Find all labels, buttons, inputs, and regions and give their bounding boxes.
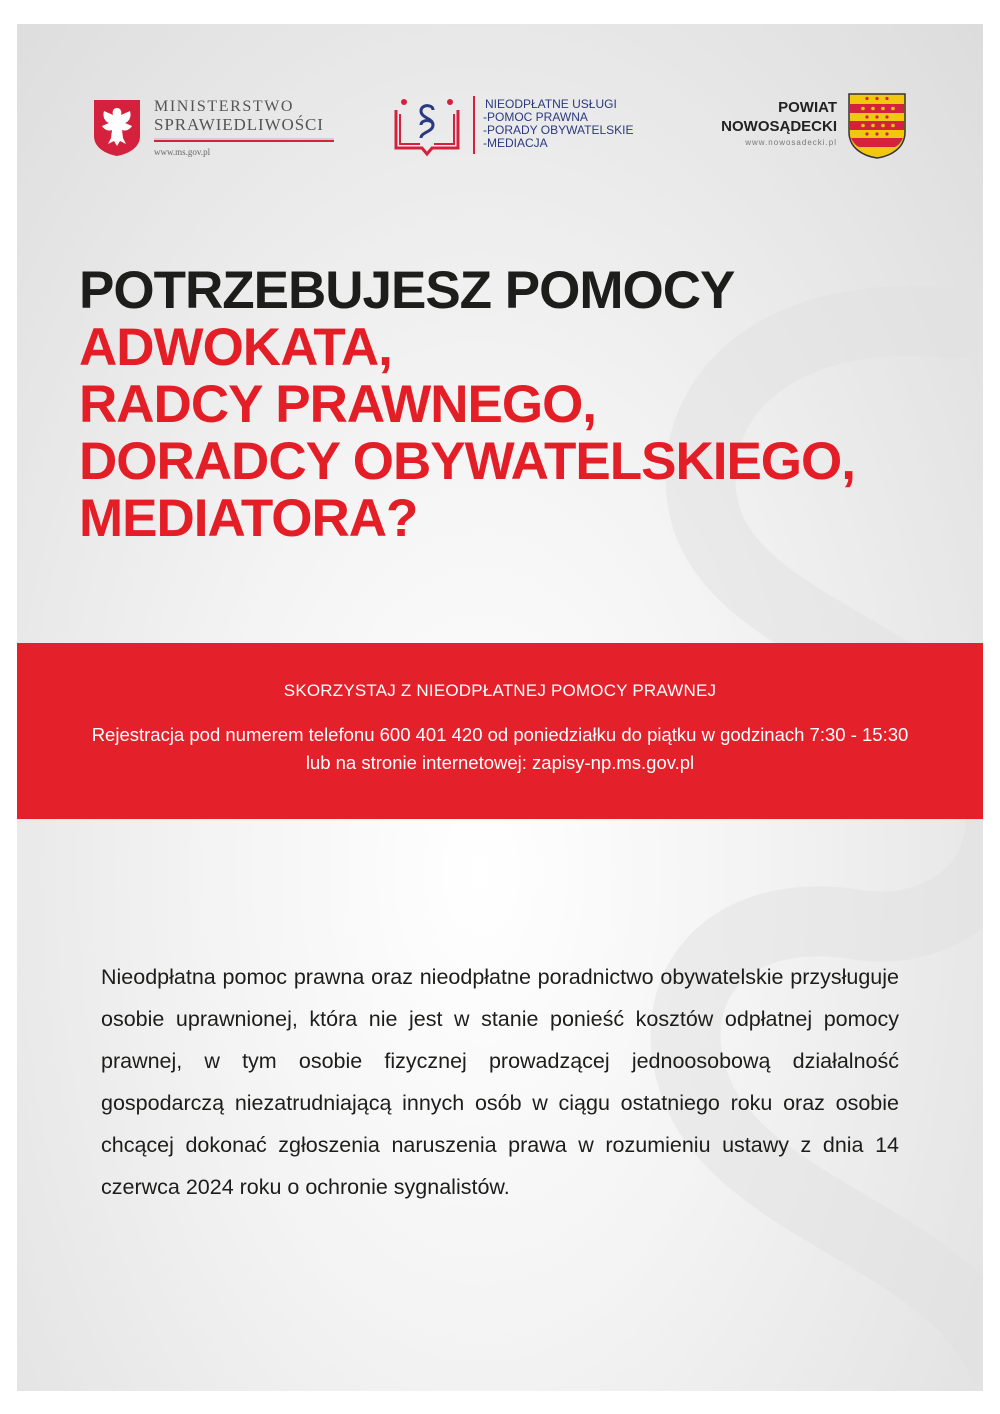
ministry-name-line2: SPRAWIEDLIWOŚCI bbox=[154, 115, 324, 134]
polish-eagle-emblem-icon bbox=[92, 98, 142, 156]
band-title: SKORZYSTAJ Z NIEODPŁATNEJ POMOCY PRAWNEJ bbox=[283, 681, 717, 700]
registration-band bbox=[17, 643, 983, 819]
program-logo-divider bbox=[473, 96, 475, 154]
program-logo bbox=[392, 94, 682, 160]
county-coat-of-arms-icon bbox=[847, 92, 907, 160]
headline-civic-advisor: DORADCY OBYWATELSKIEGO, bbox=[79, 432, 855, 491]
county-url: www.nowosadecki.pl bbox=[745, 138, 837, 147]
county-name bbox=[721, 98, 837, 150]
eligibility-paragraph: Nieodpłatna pomoc prawna oraz nieodpłatne poradnictwo obywatelskie przysługuje osobie uprawnionej, która nie jest w stanie ponieść kosztów odpłatnej pomocy prawnej, w tym osobie fizycznej prowadzącej jednoosobową działalność gospodarczą niezatrudniającą innych osób w ciągu ostatniego roku oraz osobie chcącej dokonać zgłoszenia naruszenia prawa w rozumieniu ustawy z dnia 14 czerwca 2024 roku o ochronie sygnalistów. bbox=[101, 965, 899, 1199]
headline-line1: POTRZEBUJESZ POMOCY bbox=[79, 261, 735, 320]
paragraph-book-icon bbox=[392, 94, 462, 158]
poster bbox=[17, 24, 983, 1391]
county-name-line1: POWIAT bbox=[778, 99, 837, 116]
program-item-mediation: -MEDIACJA bbox=[483, 136, 548, 150]
registration-phone-line: Rejestracja pod numerem telefonu 600 401 420 od poniedziałku do piątku w godzinach 7:30 - 15:30 bbox=[91, 724, 909, 745]
headline-advocate: ADWOKATA, bbox=[79, 318, 392, 377]
headline-legal-counsel: RADCY PRAWNEGO, bbox=[79, 375, 597, 434]
ministry-url: www.ms.gov.pl bbox=[154, 147, 211, 157]
headline bbox=[79, 262, 979, 547]
ministry-flag-stripe bbox=[154, 138, 334, 142]
program-item-legal-aid: -POMOC PRAWNA bbox=[483, 110, 588, 124]
program-text bbox=[483, 98, 633, 150]
county-name-line2: NOWOSĄDECKI bbox=[721, 118, 837, 135]
headline-mediator: MEDIATORA? bbox=[79, 489, 418, 548]
registration-info bbox=[17, 721, 983, 777]
ministry-name bbox=[154, 98, 324, 134]
program-title: NIEODPŁATNE USŁUGI bbox=[485, 97, 617, 111]
program-item-civic-advice: -PORADY OBYWATELSKIE bbox=[483, 123, 634, 137]
ministry-name-line1: MINISTERSTWO bbox=[154, 98, 295, 115]
registration-website-line: lub na stronie internetowej: zapisy-np.ms.gov.pl bbox=[305, 752, 695, 773]
county-logo bbox=[697, 92, 927, 162]
ministry-logo bbox=[92, 98, 352, 158]
